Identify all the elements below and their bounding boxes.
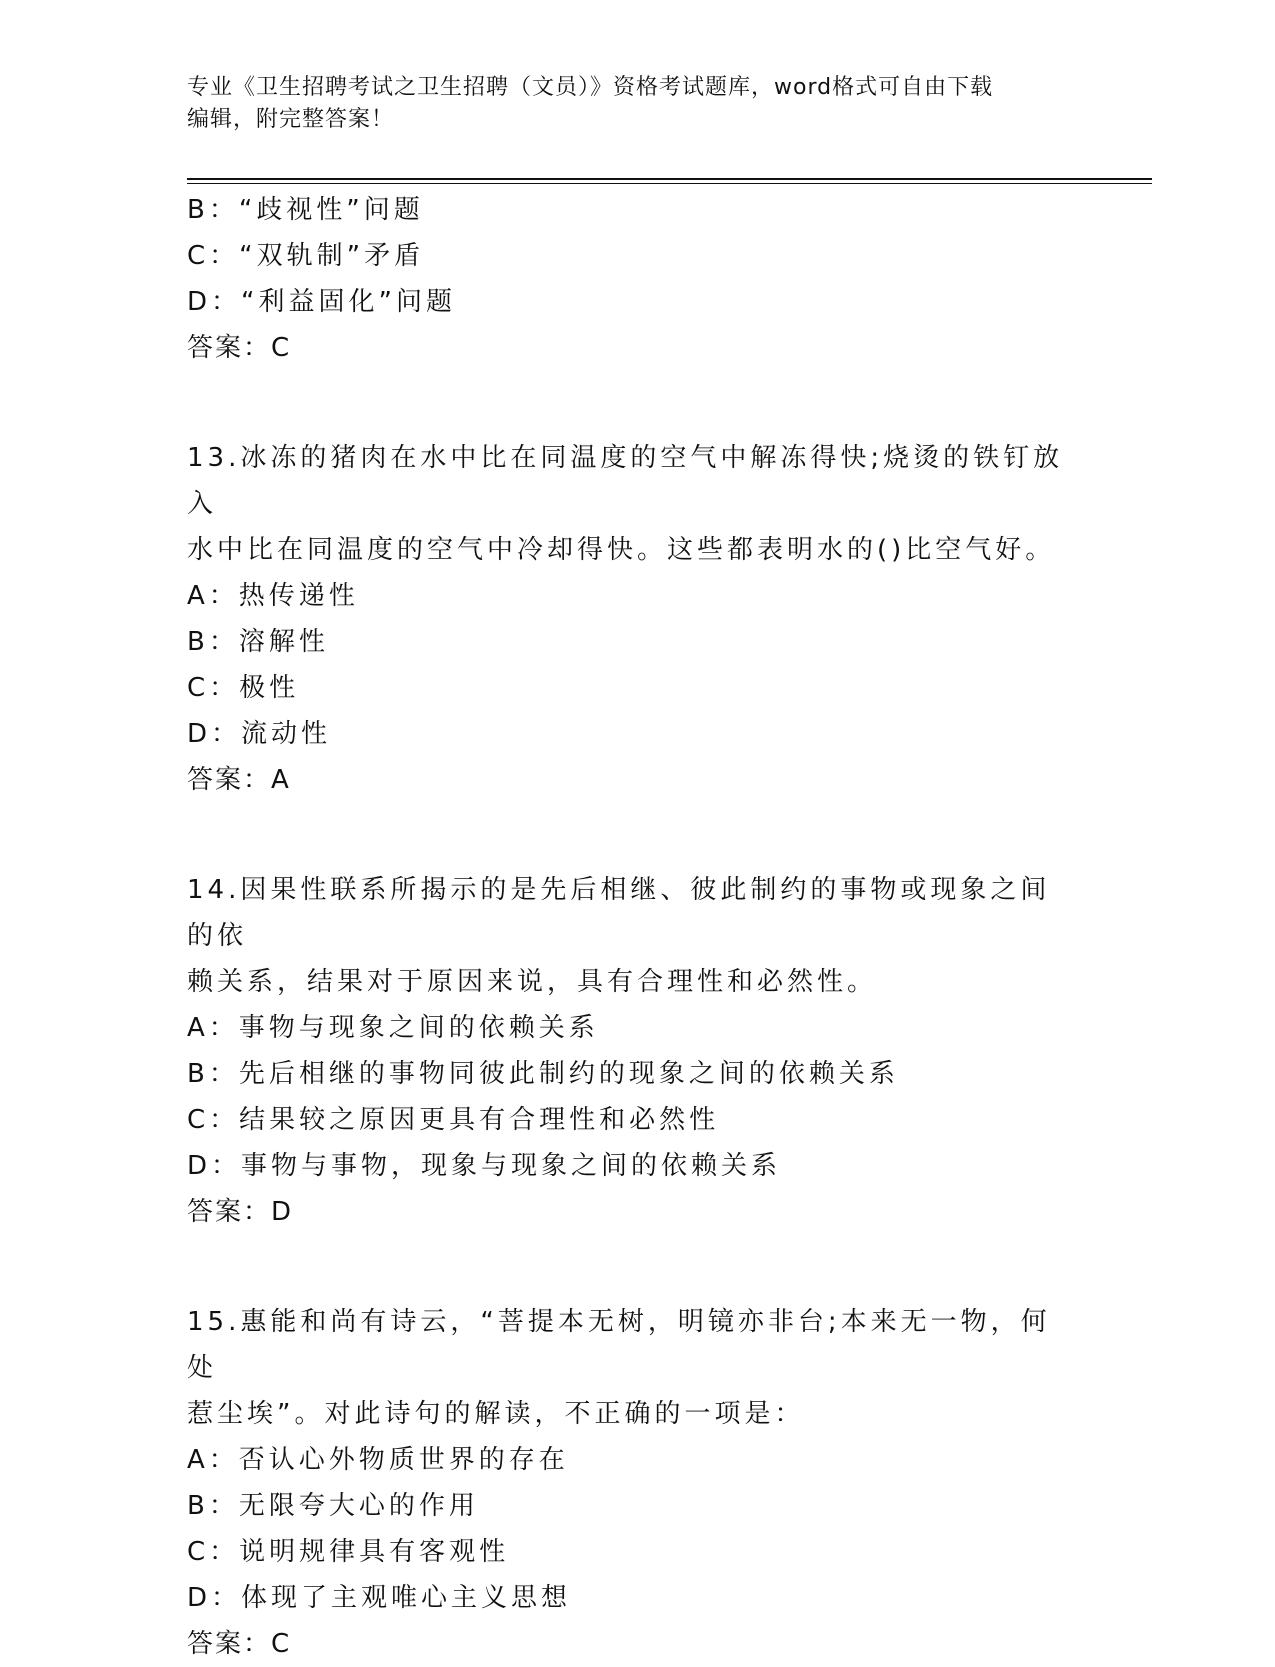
option-d: D：“利益固化”问题 bbox=[187, 287, 456, 317]
option-b: B：溶解性 bbox=[187, 627, 329, 657]
question-13 bbox=[187, 435, 1087, 803]
stem-line: 13.冰冻的猪肉在水中比在同温度的空气中解冻得快;烧烫的铁钉放入 bbox=[187, 443, 1064, 519]
stem-line: 赖关系，结果对于原因来说，具有合理性和必然性。 bbox=[187, 967, 878, 997]
option-b: B：先后相继的事物同彼此制约的现象之间的依赖关系 bbox=[187, 1059, 899, 1089]
question-list bbox=[187, 187, 1087, 1667]
question-stem bbox=[187, 867, 1067, 1005]
option-c: C：说明规律具有客观性 bbox=[187, 1537, 510, 1567]
option-a: A：热传递性 bbox=[187, 581, 359, 611]
document-header bbox=[187, 72, 1087, 136]
question-12-tail bbox=[187, 187, 1087, 371]
question-14 bbox=[187, 867, 1087, 1235]
answer: 答案：D bbox=[187, 1197, 294, 1227]
stem-line: 惹尘埃”。对此诗句的解读，不正确的一项是： bbox=[187, 1399, 805, 1429]
question-15 bbox=[187, 1299, 1087, 1667]
header-divider bbox=[187, 178, 1152, 184]
question-stem bbox=[187, 1299, 1067, 1437]
option-d: D：体现了主观唯心主义思想 bbox=[187, 1583, 572, 1613]
stem-line: 水中比在同温度的空气中冷却得快。这些都表明水的()比空气好。 bbox=[187, 535, 1056, 565]
option-c: C：极性 bbox=[187, 673, 300, 703]
option-a: A：否认心外物质世界的存在 bbox=[187, 1445, 569, 1475]
header-line-1: 专业《卫生招聘考试之卫生招聘（文员）》资格考试题库，word格式可自由下载 bbox=[187, 75, 994, 100]
option-a: A：事物与现象之间的依赖关系 bbox=[187, 1013, 599, 1043]
option-c: C：结果较之原因更具有合理性和必然性 bbox=[187, 1105, 720, 1135]
answer: 答案：C bbox=[187, 333, 292, 363]
header-line-2: 编辑，附完整答案！ bbox=[187, 107, 395, 132]
question-stem bbox=[187, 435, 1067, 573]
option-d: D：事物与事物，现象与现象之间的依赖关系 bbox=[187, 1151, 782, 1181]
option-b: B：无限夸大心的作用 bbox=[187, 1491, 479, 1521]
stem-line: 15.惠能和尚有诗云，“菩提本无树，明镜亦非台;本来无一物，何处 bbox=[187, 1307, 1051, 1383]
option-d: D：流动性 bbox=[187, 719, 332, 749]
answer: 答案：A bbox=[187, 765, 291, 795]
answer: 答案：C bbox=[187, 1629, 292, 1659]
option-b: B：“歧视性”问题 bbox=[187, 195, 424, 225]
option-c: C：“双轨制”矛盾 bbox=[187, 241, 425, 271]
stem-line: 14.因果性联系所揭示的是先后相继、彼此制约的事物或现象之间的依 bbox=[187, 875, 1051, 951]
